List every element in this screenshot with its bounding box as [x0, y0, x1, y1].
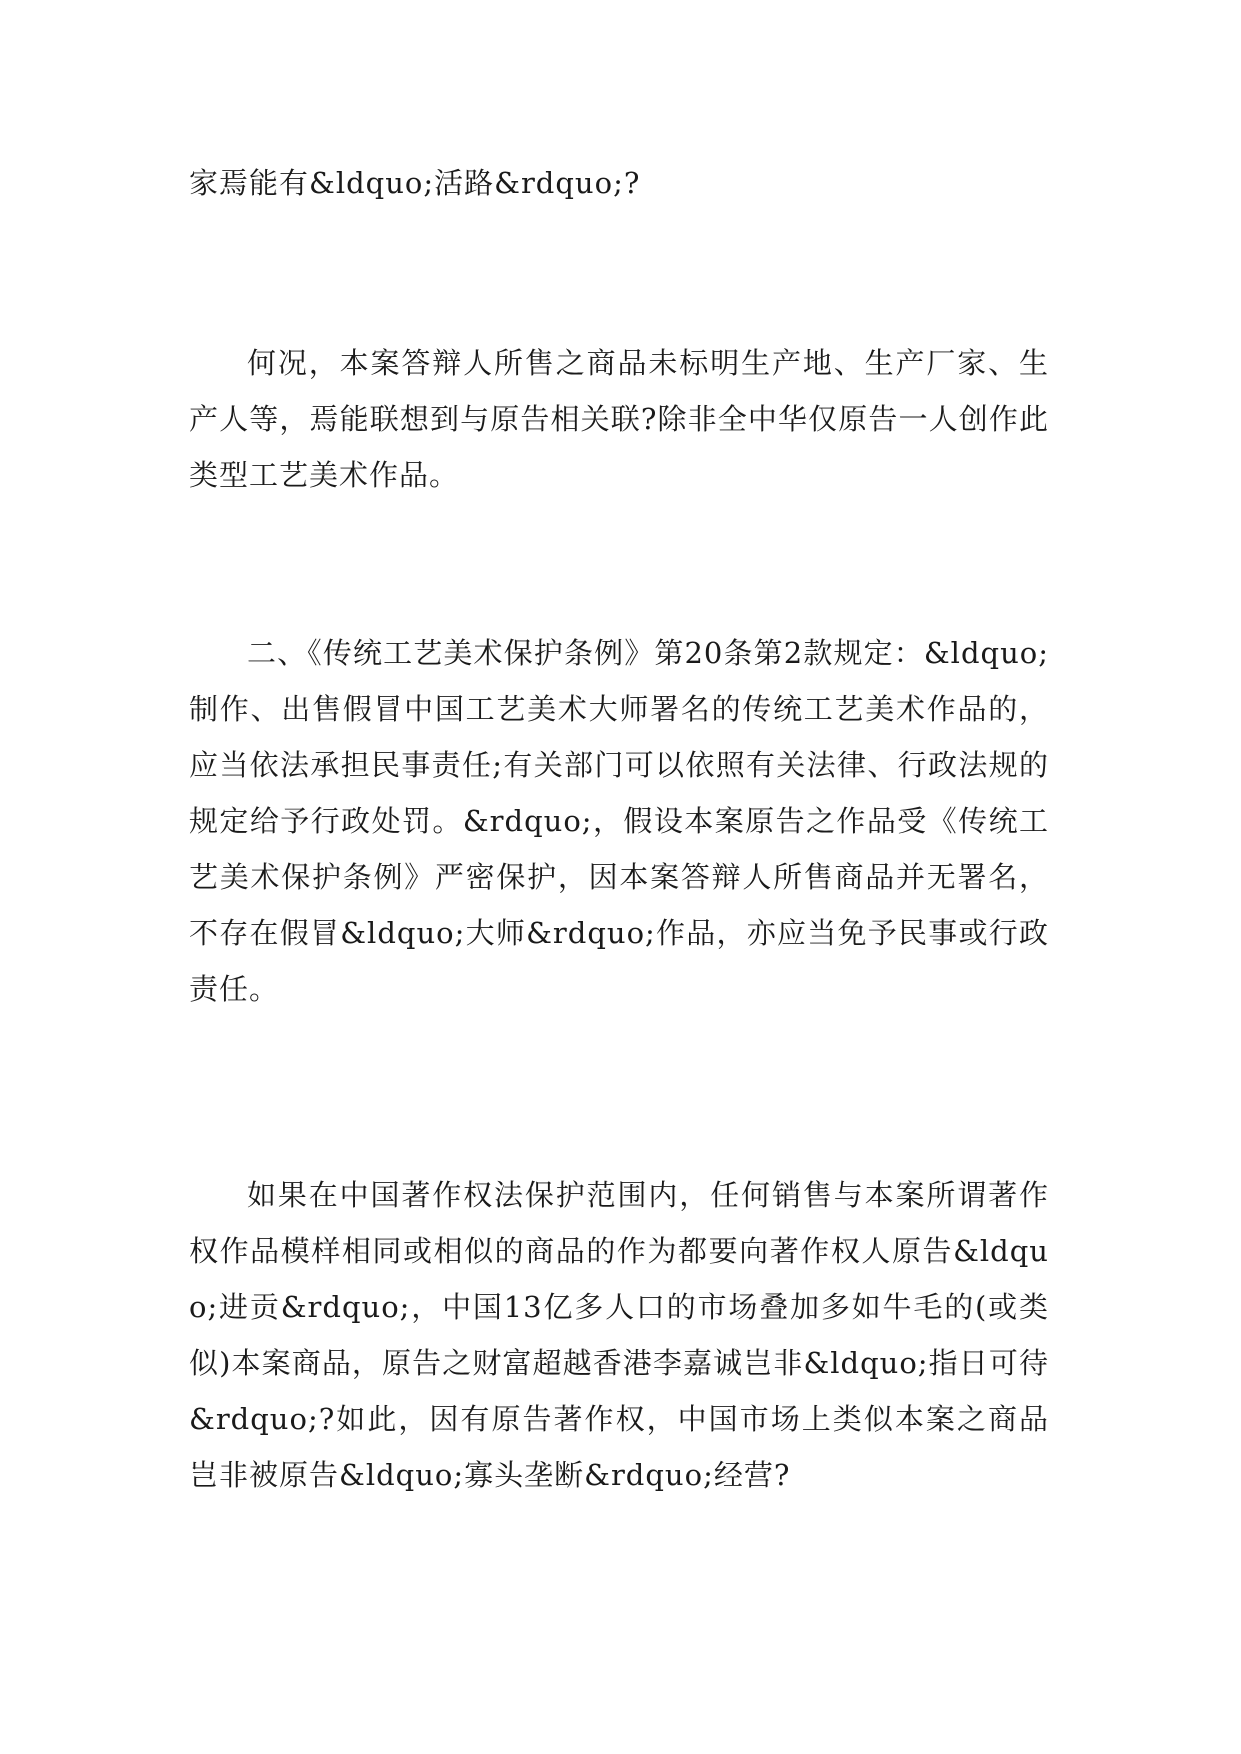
paragraph-continuation: 家焉能有&ldquo;活路&rdquo;? — [189, 166, 641, 200]
paragraph-product-unlabeled: 何况，本案答辩人所售之商品未标明生产地、生产厂家、生产人等，焉能联想到与原告相关联?除非全中华仅原告一人创作此类型工艺美术作品。 — [189, 346, 1049, 492]
paragraph-copyright-scope: 如果在中国著作权法保护范围内，任何销售与本案所谓著作权作品模样相同或相似的商品的作为都要向著作权人原告&ldquo;进贡&rdquo;，中国13亿多人口的市场叠加多如牛毛的(或类似)本案商品，原告之财富超越香港李嘉诚岂非&ldquo;指日可待&rdquo;?如此，因有原告著作权，中国市场上类似本案之商品岂非被原告&ldquo;寡头垄断&rdquo;经营? — [189, 1178, 1049, 1492]
paragraph-regulation-article-20: 二、《传统工艺美术保护条例》第20条第2款规定：&ldquo;制作、出售假冒中国工艺美术大师署名的传统工艺美术作品的，应当依法承担民事责任;有关部门可以依照有关法律、行政法规的规定给予行政处罚。&rdquo;，假设本案原告之作品受《传统工艺美术保护条例》严密保护，因本案答辩人所售商品并无署名，不存在假冒&ldquo;大师&rdquo;作品，亦应当免予民事或行政责任。 — [189, 636, 1049, 1006]
